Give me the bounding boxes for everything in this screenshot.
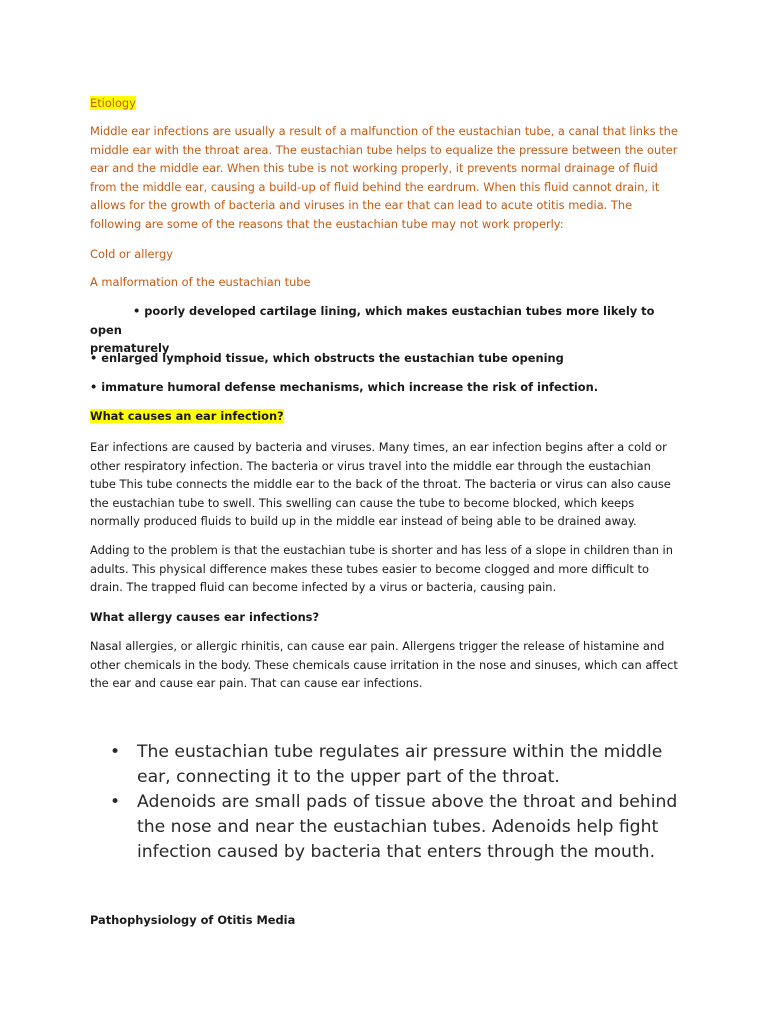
- list-item: [108, 790, 698, 865]
- reason-malformation: A malformation of the eustachian tube: [90, 275, 311, 289]
- causes-heading: What causes an ear infection?: [90, 409, 284, 423]
- etiology-heading: Etiology: [90, 96, 136, 110]
- causes-paragraph-1: Ear infections are caused by bacteria and viruses. Many times, an ear infection begins after a cold or other respiratory infection. The bacteria or virus travel into the middle ear through the eustachian tube This tube connects the middle ear to the back of the throat. The bacteria or virus can also cause the eustachian tube to swell. This swelling can cause the tube to become blocked, which keeps normally produced fluids to build up in the middle ear instead of being able to be drained away.: [90, 440, 671, 529]
- allergy-paragraph: Nasal allergies, or allergic rhinitis, can cause ear pain. Allergens trigger the release of histamine and other chemicals in the body. These chemicals cause irritation in the nose and sinuses, which can affect the ear and cause ear pain. That can cause ear infections.: [90, 639, 678, 691]
- reason-bullet-cartilage-text-a: • poorly developed cartilage lining, which makes eustachian tubes more likely to open: [90, 304, 655, 337]
- allergy-heading: What allergy causes ear infections?: [90, 610, 320, 624]
- reason-bullet-lymphoid: • enlarged lymphoid tissue, which obstructs the eustachian tube opening: [90, 351, 564, 365]
- reason-cold-allergy: Cold or allergy: [90, 247, 173, 261]
- causes-paragraph-2: Adding to the problem is that the eustachian tube is shorter and has less of a slope in children than in adults. This physical difference makes these tubes easier to become clogged and more difficult to drain. The trapped fluid can become infected by a virus or bacteria, causing pain.: [90, 543, 673, 595]
- note-text-adenoids: Adenoids are small pads of tissue above the throat and behind the nose and near the eustachian tubes. Adenoids help fight infection caused by bacteria that enters through the mouth.: [137, 792, 678, 862]
- bullet-icon: •: [110, 792, 121, 812]
- etiology-paragraph: Middle ear infections are usually a result of a malfunction of the eustachian tube, a canal that links the middle ear with the throat area. The eustachian tube helps to equalize the pressure between the outer ear and the middle ear. When this tube is not working properly, it prevents normal drainage of fluid from the middle ear, causing a build-up of fluid behind the eardrum. When this fluid cannot drain, it allows for the growth of bacteria and viruses in the ear that can lead to acute otitis media. The following are some of the reasons that the eustachian tube may not work properly:: [90, 124, 678, 231]
- pathophysiology-heading: Pathophysiology of Otitis Media: [90, 913, 296, 927]
- note-text-eustachian: The eustachian tube regulates air pressure within the middle ear, connecting it to the upper part of the throat.: [137, 742, 663, 787]
- reason-bullet-humoral: • immature humoral defense mechanisms, which increase the risk of infection.: [90, 380, 599, 394]
- bullet-icon: •: [110, 742, 121, 762]
- causes-heading-line: [90, 407, 678, 426]
- etiology-heading-line: [90, 94, 678, 113]
- list-item: [108, 740, 698, 790]
- notes-list: [108, 740, 698, 865]
- reason-bullet-cartilage-text-b: prematurely: [90, 341, 170, 356]
